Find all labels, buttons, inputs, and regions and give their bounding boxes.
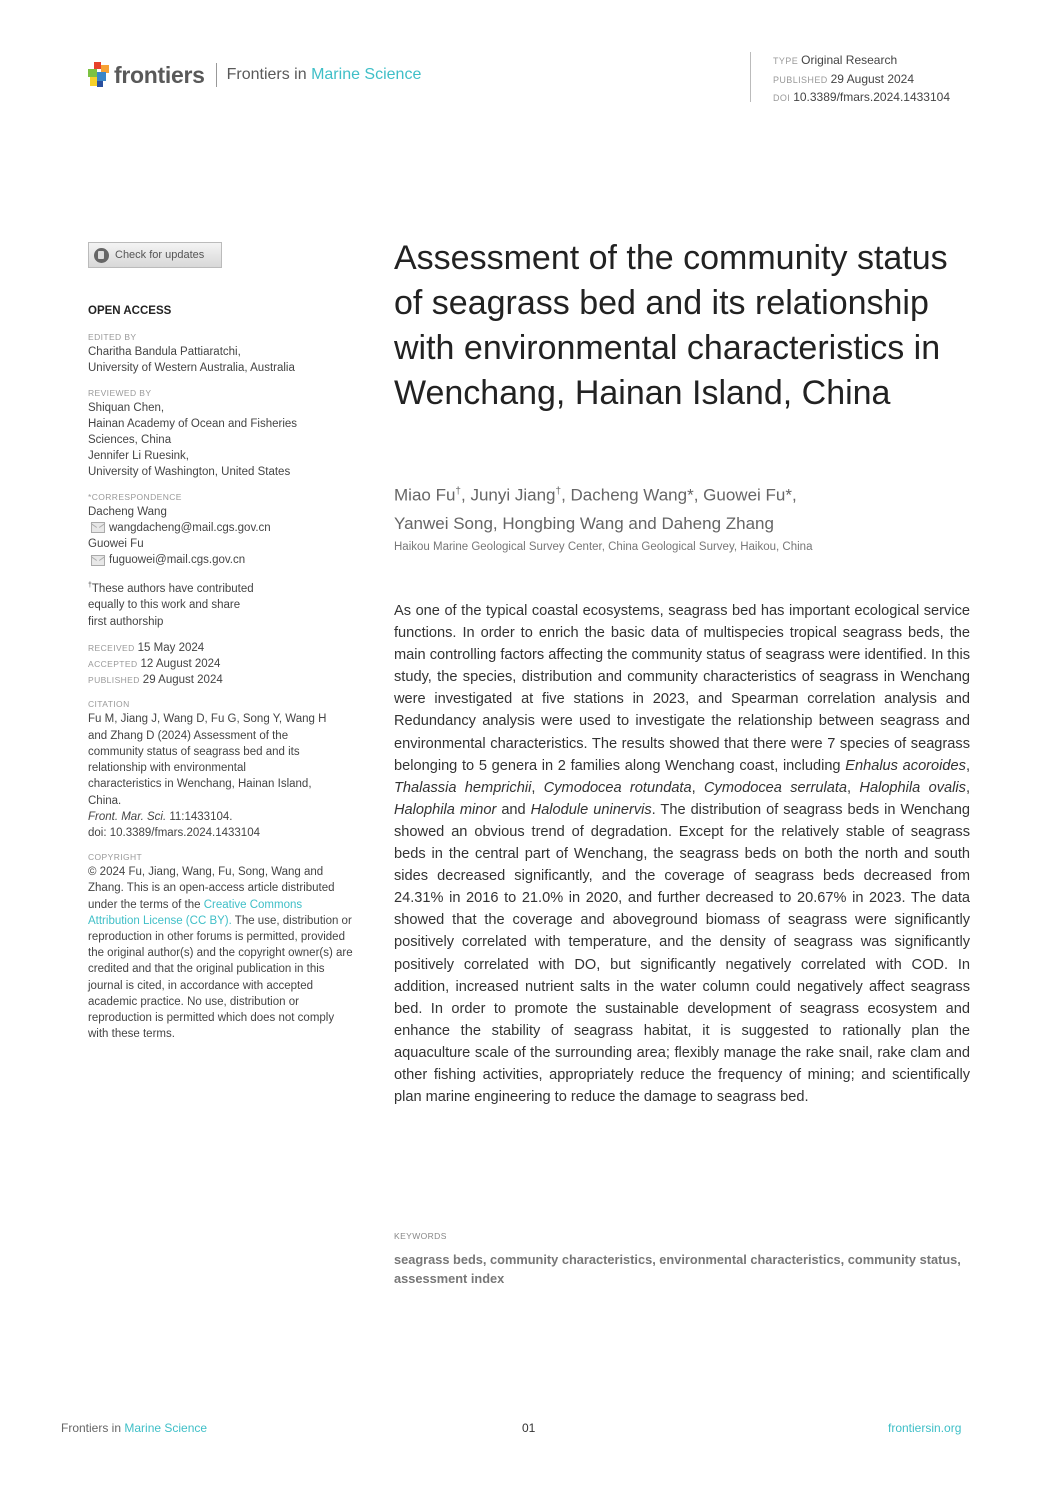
article-meta (750, 52, 950, 102)
copyright-text-start: © 2024 Fu, Jiang, Wang, Fu, Song, Wang and Zhang. This is an open-access article distributed under the terms of the (88, 866, 335, 911)
abstract-text: As one of the typical coastal ecosystems, seagrass bed has important ecological service functions. In order to enrich the basic data of multispecies tropical seagrass beds, the main controlling factors affecting the community status of seagrass were identified. In this study, the species, distribution and community characteristics of seagrass in Wenchang were investigated at five stations in 2023, and Spearman correlation analysis and Redundancy analysis were used to investigate the relationship between seagrass and environmental characteristics. The results showed that there were 7 species of seagrass belonging to 5 genera in 2 families along Wenchang coast, including (394, 603, 970, 774)
type-label: TYPE (773, 56, 799, 66)
copyright-text-end: The use, distribution or reproduction in other forums is permitted, provided the original author(s) and the copyright owner(s) are credited and that the original publication in this journal is cited, in accordance with accepted academic practice. No use, distribution or reproduction is permitted which does not comply with these terms. (88, 914, 353, 1041)
type-row (773, 52, 950, 71)
author-name[interactable]: Miao Fu (394, 485, 456, 505)
citation-journal-line (88, 809, 353, 825)
logo-wordmark: frontiers (114, 61, 205, 88)
editor-affiliation: University of Western Australia, Australia (88, 362, 295, 375)
author-name[interactable]: Dacheng Wang (570, 485, 688, 505)
published-label: PUBLISHED (773, 74, 828, 85)
frontiers-logo-icon (88, 62, 110, 88)
journal-title: Marine Science (311, 66, 422, 83)
author-list (394, 478, 974, 538)
note-line: equally to this work and share (88, 599, 241, 612)
abstract-text: , (965, 779, 970, 796)
note-line: These authors have contributed (91, 583, 254, 596)
journal-name (227, 66, 422, 84)
envelope-icon (91, 555, 105, 566)
published-label: PUBLISHED (88, 675, 140, 686)
reviewer-line: Shiquan Chen, (88, 401, 165, 414)
correspondence (88, 504, 353, 569)
email-link[interactable]: fuguowei@mail.cgs.gov.cn (109, 554, 246, 567)
doi-label: DOI (773, 93, 791, 103)
reviewed-by-label: REVIEWED BY (88, 387, 152, 398)
article-title: Assessment of the community status of seagrass bed and its relationship with environmental characteristics in Wenchang, Hainan Island, China (394, 239, 948, 412)
footer-journal (61, 1421, 207, 1435)
correspondent-name: Dacheng Wang (88, 505, 167, 518)
equal-contribution-note (88, 578, 353, 629)
email-link[interactable]: wangdacheng@mail.cgs.gov.cn (109, 521, 271, 534)
reviewer-line: Sciences, China (88, 434, 172, 447)
citation (88, 711, 353, 841)
editor-name: Charitha Bandula Pattiaratchi, (88, 346, 241, 359)
author-separator: , (693, 485, 704, 505)
citation-label: CITATION (88, 699, 130, 710)
logo-divider (216, 63, 217, 87)
author-name[interactable]: Guowei Fu (703, 485, 786, 505)
published-date: 29 August 2024 (142, 674, 223, 687)
received-row (88, 640, 353, 656)
edited-by-label: EDITED BY (88, 332, 137, 343)
dates (88, 640, 353, 689)
abstract (394, 600, 970, 1108)
reviewer-line: Hainan Academy of Ocean and Fisheries (88, 417, 298, 430)
editor (88, 344, 353, 376)
journal-prefix: Frontiers in (226, 66, 307, 83)
affiliation: Haikou Marine Geological Survey Center, China Geological Survey, Haikou, China (394, 541, 813, 553)
author-mark: † (555, 486, 562, 497)
accepted-row (88, 656, 353, 672)
author-name[interactable]: Hongbing Wang (502, 513, 624, 533)
author-mark: * (785, 485, 792, 505)
dagger-mark: † (88, 582, 92, 590)
abstract-text: . The distribution of seagrass beds in Wenchang showed an obvious trend of degradation. Except for the relatively stable of seagrass beds in the central part of Wenchang, the seagrass beds on both the north and south sides decreased significantly, and the coverage of seagrass beds decreased from 24.31% in 2016 to 21.0% in 2020, and further decreased to 20.67% in 2023. The data showed that the coverage and aboveground biomass of seagrass were significantly positively correlated with temperature, and the density of seagrass was significantly positively correlated with DO, but significantly negatively correlated with COD. In addition, increased nutrient salts in the water column could negatively affect seagrass bed. In order to promote the sustainable development of seagrass ecosystem and enhance the stability of seagrass habitat, it is suggested to rationally plan the aquaculture scale of the surrounding area; flexibly manage the rake snail, rake clam and other fishing activities, appropriately reduce the frequency of mining; and scientifically plan marine engineering to reduce the damage to seagrass bed. (394, 801, 970, 1106)
author-name[interactable]: Yanwei Song (394, 513, 493, 533)
abstract-text: , (847, 779, 860, 796)
published-value: 29 August 2024 (830, 71, 915, 86)
author-name[interactable]: Daheng Zhang (661, 513, 774, 533)
received-date: 15 May 2024 (137, 641, 205, 654)
cc-by-license-link[interactable]: Creative Commons Attribution License (CC BY). (88, 898, 303, 927)
doi-row (773, 89, 950, 108)
citation-line: community status of seagrass bed and its (88, 745, 300, 758)
reviewer-line: University of Washington, United States (88, 466, 291, 479)
reviewer-line: Jennifer Li Ruesink, (88, 450, 189, 463)
footer-journal-prefix: Frontiers in (61, 1421, 122, 1435)
email-row (88, 520, 353, 536)
author-mark: † (455, 486, 461, 497)
footer-journal-name: Marine Science (124, 1421, 208, 1435)
author-mark: * (687, 485, 694, 505)
published-row (88, 672, 353, 688)
citation-line: Fu M, Jiang J, Wang D, Fu G, Song Y, Wang H (88, 713, 327, 726)
abstract-text: , (531, 779, 544, 796)
species-name: Enhalus acoroides (845, 757, 966, 774)
check-for-updates-button[interactable] (88, 242, 222, 268)
keywords: seagrass beds, community characteristics, environmental characteristics, community status, assessment index (394, 1252, 961, 1286)
author-separator: , (561, 485, 571, 505)
keywords-label: KEYWORDS (394, 1231, 447, 1241)
accepted-label: ACCEPTED (88, 659, 138, 670)
open-access-heading: OPEN ACCESS (88, 305, 172, 317)
species-name: Halodule uninervis (530, 801, 652, 818)
envelope-icon (91, 522, 105, 533)
citation-line: relationship with environmental (88, 762, 246, 775)
author-separator: , (791, 485, 797, 505)
doi-link[interactable]: 10.3389/fmars.2024.1433104 (793, 90, 950, 104)
correspondence-label: *CORRESPONDENCE (88, 491, 182, 502)
citation-line: and Zhang D (2024) Assessment of the (88, 729, 289, 742)
received-label: RECEIVED (88, 642, 135, 653)
species-name: Cymodocea rotundata (543, 779, 692, 796)
citation-journal: Front. Mar. Sci. (88, 810, 167, 823)
author-separator: , (492, 513, 503, 533)
crossmark-icon (94, 248, 109, 263)
species-name: Halophila minor (394, 801, 497, 818)
species-name: Halophila ovalis (859, 779, 966, 796)
species-name: Cymodocea serrulata (704, 779, 848, 796)
abstract-text: , (691, 779, 705, 796)
correspondent-name: Guowei Fu (88, 538, 144, 551)
copyright-label: COPYRIGHT (88, 852, 143, 863)
copyright-text (88, 864, 353, 1042)
sidebar (88, 242, 353, 1042)
type-value: Original Research (801, 53, 898, 67)
citation-line: characteristics in Wenchang, Hainan Island, (88, 778, 312, 791)
accepted-date: 12 August 2024 (140, 658, 221, 671)
author-name[interactable]: Junyi Jiang (470, 485, 556, 505)
species-name: Thalassia hemprichii (394, 779, 532, 796)
page-number: 01 (522, 1421, 536, 1435)
citation-line: China. (88, 794, 122, 807)
author-separator: and (623, 513, 662, 533)
published-row (773, 71, 950, 90)
frontiers-site-link[interactable]: frontiersin.org (888, 1421, 962, 1435)
reviewers (88, 400, 353, 481)
note-line: first authorship (88, 615, 164, 628)
check-for-updates-label: Check for updates (115, 248, 205, 261)
citation-doi[interactable]: doi: 10.3389/fmars.2024.1433104 (88, 826, 260, 839)
email-row (88, 552, 353, 568)
abstract-text: and (496, 801, 531, 818)
abstract-text: , (965, 757, 970, 774)
frontiers-logo[interactable] (88, 60, 421, 90)
citation-volume: 11:1433104. (166, 810, 233, 823)
author-separator: , (460, 485, 471, 505)
